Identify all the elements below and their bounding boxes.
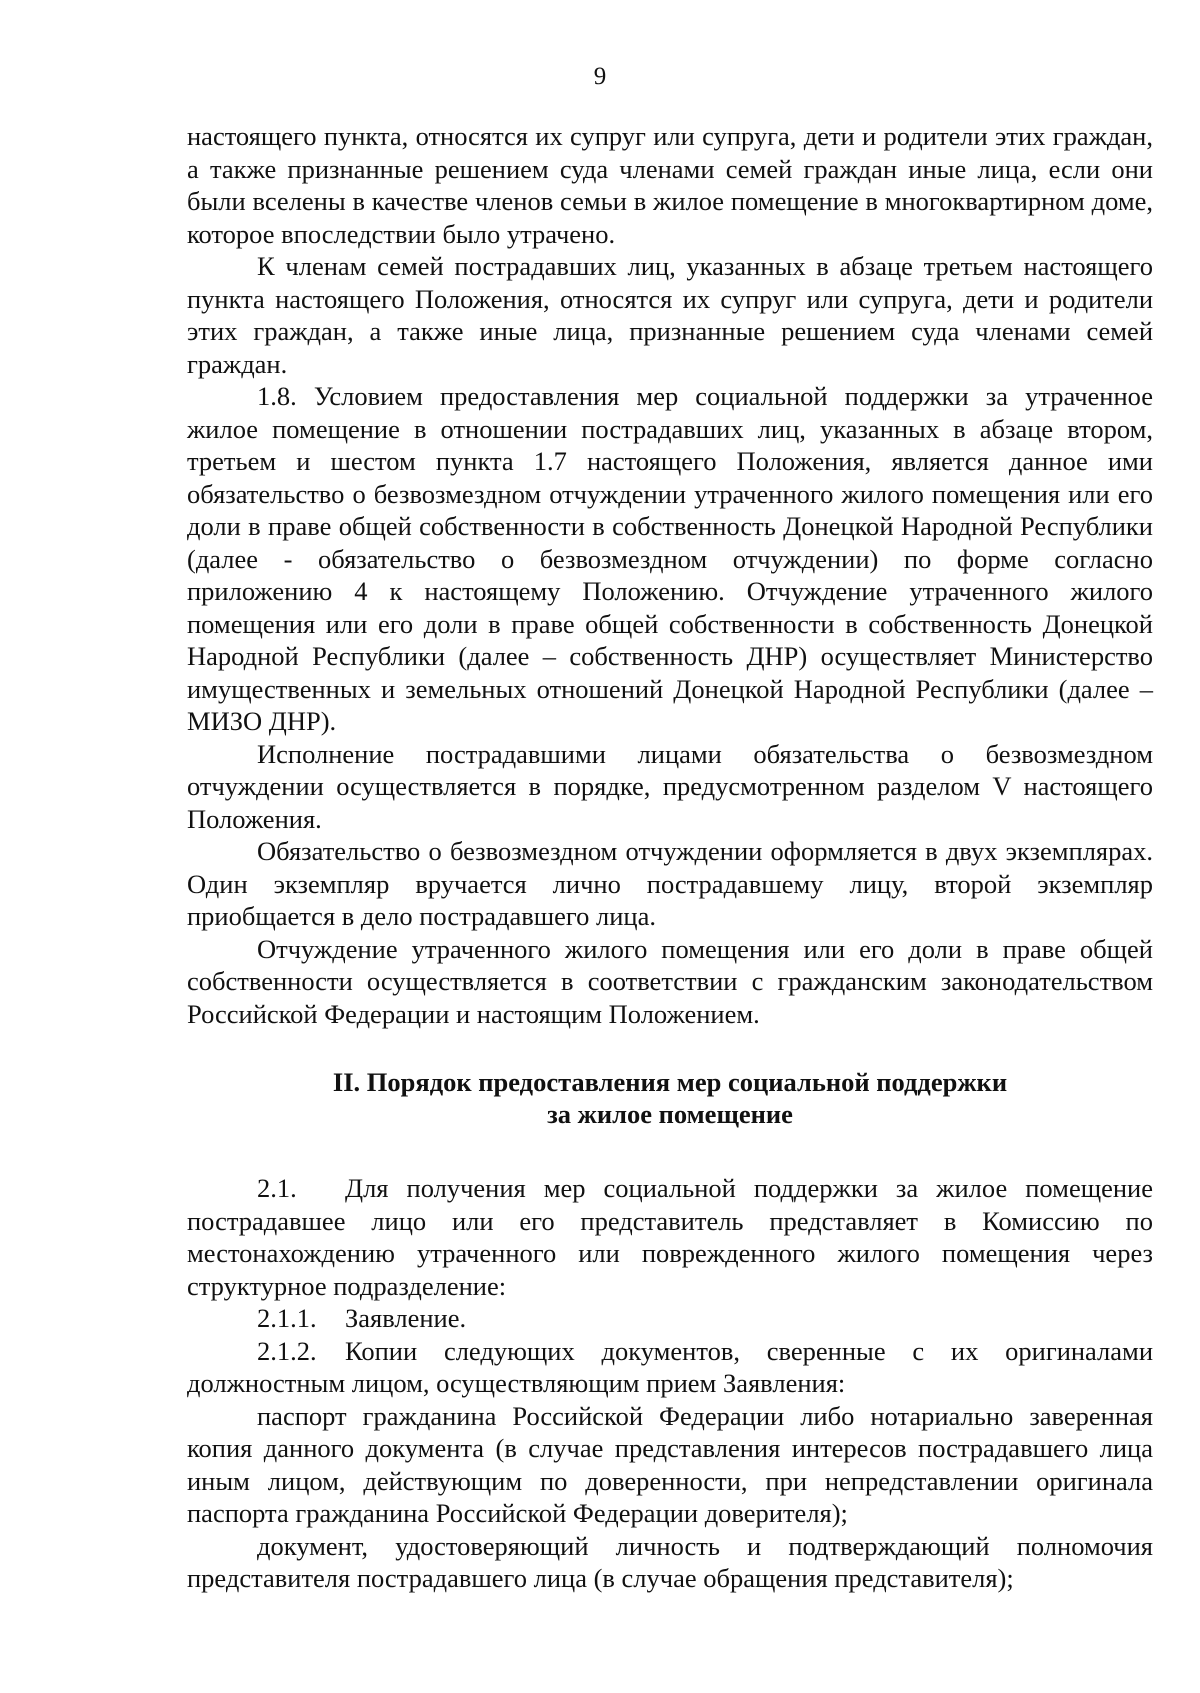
paragraph-obligation-execution: Исполнение пострадавшими лицами обязательства о безвозмездном отчуждении осуществляется в порядке, предусмотренном разделом V настоящего Положения. bbox=[187, 738, 1153, 834]
clause-number: 2.1.2. bbox=[257, 1335, 317, 1366]
paragraph-obligation-copies: Обязательство о безвозмездном отчуждении оформляется в двух экземплярах. Один экземпляр вручается лично пострадавшему лицу, второй экземпляр приобщается в дело пострадавшего лица. bbox=[187, 836, 1153, 931]
paragraph-passport: паспорт гражданина Российской Федерации либо нотариально заверенная копия данного документа (в случае представления интересов пострадавшего лица иным лицом, действующим по доверенности, при непредставлении оригинала паспорта гражданина Российской Федерации доверителя); bbox=[187, 1400, 1153, 1528]
paragraph-alienation: Отчуждение утраченного жилого помещения или его доли в праве общей собственности осуществляется в соответствии с гражданским законодательством Российской Федерации и настоящим Положением. bbox=[187, 933, 1153, 1029]
clause-number: 2.1. bbox=[257, 1173, 297, 1203]
paragraph-identity-document: документ, удостоверяющий личность и подтверждающий полномочия представителя пострадавшего лица (в случае обращения представителя); bbox=[187, 1530, 1153, 1593]
paragraph-1-8: 1.8. Условием предоставления мер социальной поддержки за утраченное жилое помещение в отношении пострадавших лиц, указанных в абзаце втором, третьем и шестом пункта 1.7 настоящего Положения, является данное ими обязательство о безвозмездном отчуждении утраченного жилого помещения или его доли в праве общей собственности в собственность Донецкой Народной Республики (далее - обязательство о безвозмездном отчуждении) по форме согласно приложению 4 к настоящему Положению. Отчуждение утраченного жилого помещения или его доли в праве общей собственности в собственность Донецкой Народной Республики (далее – собственность ДНР) осуществляет Министерство имущественных и земельных отношений Донецкой Народной Республики (далее – МИЗО ДНР). bbox=[187, 381, 1153, 736]
section-heading-line-2: за жилое помещение bbox=[547, 1099, 793, 1129]
section-heading-line-1: II. Порядок предоставления мер социальной поддержки bbox=[332, 1067, 1008, 1097]
page-number: 9 bbox=[593, 63, 607, 90]
clause-number: 2.1.1. bbox=[257, 1303, 317, 1333]
clause-text: Копии следующих документов, сверенные с их оригиналами должностным лицом, осуществляющим прием Заявления: bbox=[187, 1335, 1153, 1398]
paragraph-family-members: К членам семей пострадавших лиц, указанных в абзаце третьем настоящего пункта настоящего Положения, относятся их супруг или супруга, дети и родители этих граждан, а также иные лица, признанные решением суда членами семей граждан. bbox=[187, 251, 1153, 379]
paragraph-continuation: настоящего пункта, относятся их супруг или супруга, дети и родители этих граждан, а также признанные решением суда членами семей граждан иные лица, если они были вселены в качестве членов семьи в жилое помещение в многоквартирном доме, которое впоследствии было утрачено. bbox=[187, 121, 1153, 249]
document-body bbox=[187, 120, 1153, 1595]
paragraph-2-1-2 bbox=[187, 1335, 1153, 1400]
paragraph-2-1 bbox=[187, 1172, 1153, 1302]
section-heading bbox=[187, 1066, 1153, 1130]
clause-text: Для получения мер социальной поддержки за жилое помещение пострадавшее лицо или его представитель представляет в Комиссию по местонахождению утраченного или поврежденного жилого помещения через структурное подразделение: bbox=[187, 1173, 1153, 1301]
clause-text: Заявление. bbox=[345, 1303, 467, 1333]
paragraph-2-1-1 bbox=[187, 1302, 1153, 1335]
